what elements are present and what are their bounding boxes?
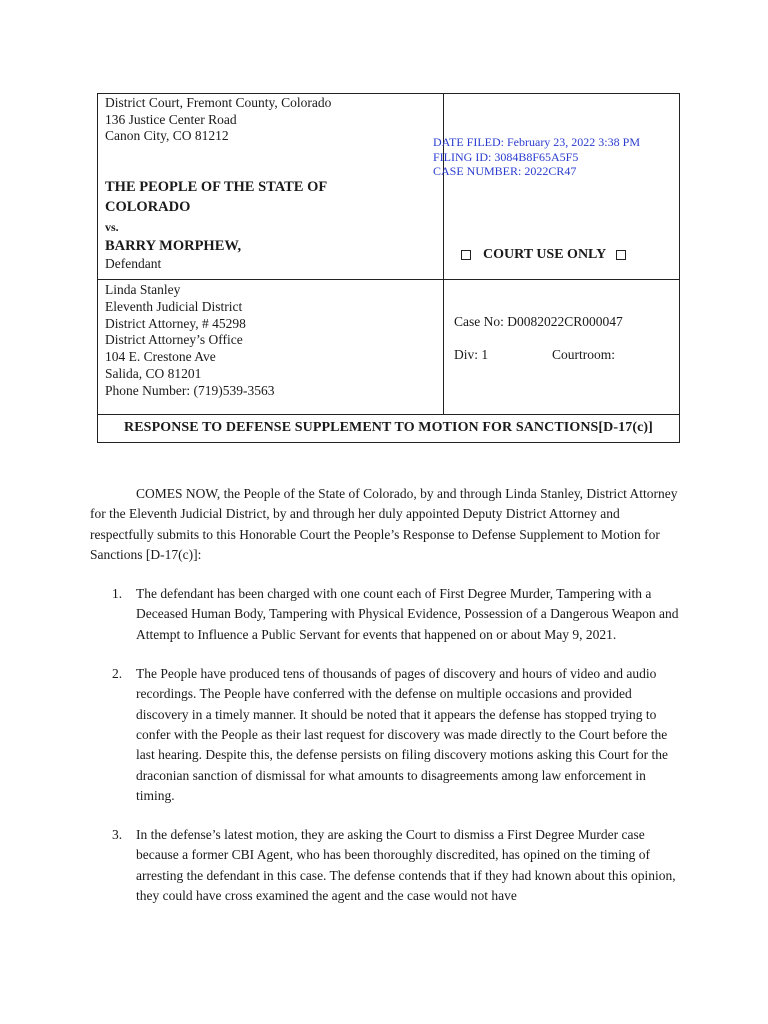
attorney-city: Salida, CO 81201 [105,365,202,381]
item-text: The People have produced tens of thousands of pages of discovery and hours of video and audio recordings. The People have conferred with the defense on multiple occasions and provided discovery in a timely manner. It should be noted that it appears the defense has stopped trying to confer with the People as their last request for discovery was made directly to the Court before the last hearing. Despite this, the defense persists on filing discovery motions asking this Court for the draconian sanction of dismissal for what amounts to disagreements among law enforcement in timing. [136,666,669,803]
item-number: 2. [112,666,123,682]
attorney-block [105,282,274,400]
attorney-title: District Attorney, # 45298 [105,315,246,331]
division: Div: 1 [454,347,489,362]
plaintiff-line-1: THE PEOPLE OF THE STATE OF [105,179,328,195]
item-number: 3. [112,827,123,843]
case-no: Case No: D0082022CR000047 [454,314,623,329]
item-text: The defendant has been charged with one count each of First Degree Murder, Tampering with a Deceased Human Body, Tampering with Physical Evidence, Possession of a Dangerous Weapon and Attempt to Influence a Public Servant for events that happened on or about May 9, 2021. [136,586,679,642]
list-item [90,584,680,645]
attorney-district: Eleventh Judicial District [105,298,243,314]
item-number: 1. [112,586,123,602]
attorney-office: District Attorney’s Office [105,332,243,348]
checkbox-icon [461,250,471,260]
div-courtroom-row [454,347,623,363]
intro-paragraph: COMES NOW, the People of the State of Colorado, by and through Linda Stanley, District Attorney for the Eleventh Judicial District, by and through her duly appointed Deputy District Attorney and respectfully submits to this Honorable Court the People’s Response to Defense Supplement to Motion for Sanctions [D-17(c)]: [90,486,678,562]
defendant-label: Defendant [105,256,162,271]
numbered-paragraphs [90,584,680,906]
court-use-only-text: COURT USE ONLY [483,247,607,262]
court-address-line-1: 136 Justice Center Road [105,111,237,127]
case-caption-table [97,93,680,443]
attorney-phone: Phone Number: (719)539-3563 [105,382,275,398]
versus-label: vs. [105,220,119,234]
courtroom: Courtroom: [552,347,615,362]
case-info-block [454,314,623,363]
date-filed: DATE FILED: February 23, 2022 3:38 PM [433,135,640,149]
caption-horizontal-divider-2 [98,414,679,415]
list-item [90,825,680,906]
case-number-stamp: CASE NUMBER: 2022CR47 [433,164,577,178]
attorney-street: 104 E. Crestone Ave [105,349,216,365]
document-body [90,484,680,906]
attorney-name: Linda Stanley [105,282,181,297]
plaintiff-line-2: COLORADO [105,199,191,215]
checkbox-icon [616,250,626,260]
filing-stamp [433,135,640,179]
document-title: RESPONSE TO DEFENSE SUPPLEMENT TO MOTION FOR SANCTIONS[D-17(c)] [124,420,653,435]
court-address-block [105,95,331,145]
list-item [90,664,680,806]
court-name: District Court, Fremont County, Colorado [105,95,332,110]
filing-id: FILING ID: 3084B8F65A5F5 [433,149,579,164]
parties-block [105,177,435,272]
defendant-name: BARRY MORPHEW, [105,238,242,254]
caption-horizontal-divider-1 [98,279,679,280]
item-text: In the defense’s latest motion, they are asking the Court to dismiss a First Degree Murder case because a former CBI Agent, who has been thoroughly discredited, has opined on the timing of arresting the defendant in this case. The defense contends that if they had known about this opinion, they could have cross examined the agent and the case would not have [136,827,676,904]
court-use-only-label [461,247,626,263]
court-address-line-2: Canon City, CO 81212 [105,128,229,143]
